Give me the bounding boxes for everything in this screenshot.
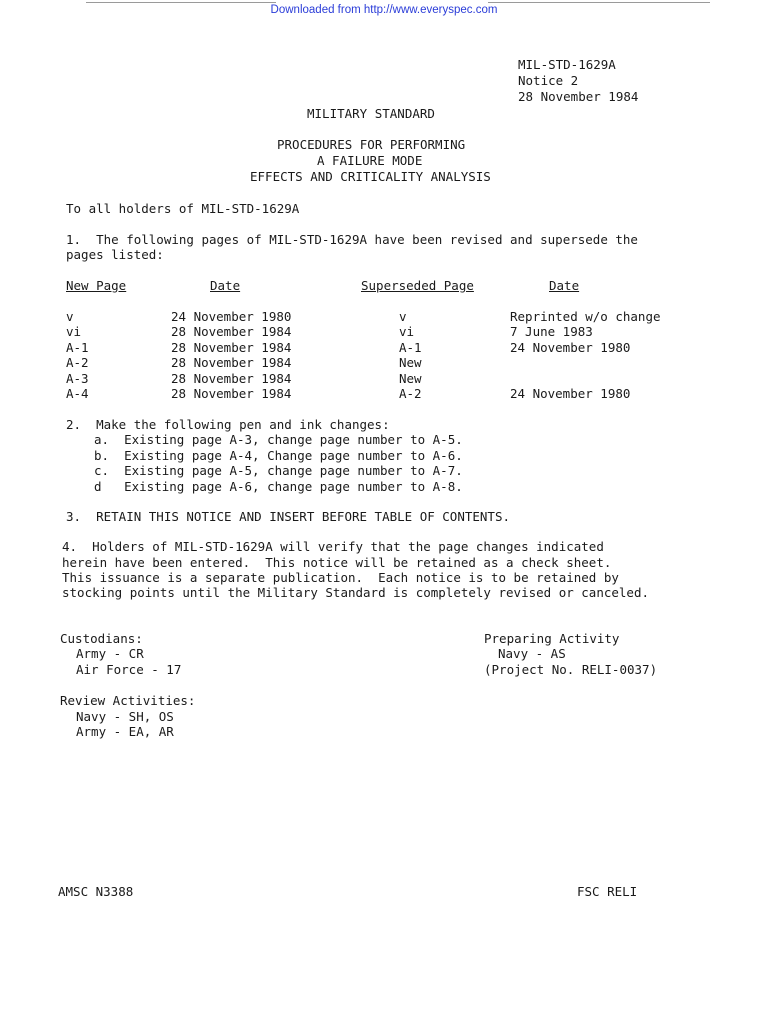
paragraph-2-item-b: b. Existing page A-4, Change page number to A-6.: [94, 448, 463, 463]
date-cell: 28 November 1984: [171, 386, 292, 401]
date-cell: 28 November 1984: [171, 371, 292, 386]
custodian-army: Army - CR: [76, 646, 144, 661]
paragraph-2-intro: 2. Make the following pen and ink changes:: [66, 417, 390, 432]
preparing-activity-heading: Preparing Activity: [484, 631, 620, 646]
superseded-page-cell: A-1: [399, 340, 422, 355]
paragraph-2-item-c: c. Existing page A-5, change page number to A-7.: [94, 463, 463, 478]
superseded-page-cell: v: [399, 309, 407, 324]
title-line-2: A FAILURE MODE: [317, 153, 423, 168]
amsc-number: AMSC N3388: [58, 884, 134, 899]
fsc-code: FSC RELI: [577, 884, 638, 899]
superseded-page-cell: New: [399, 355, 422, 370]
notice-number: Notice 2: [518, 73, 579, 88]
table-row: [66, 371, 706, 387]
paragraph-4-line-4: stocking points until the Military Standard is completely revised or canceled.: [62, 585, 649, 600]
paragraph-2-item-a: a. Existing page A-3, change page number to A-5.: [94, 432, 463, 447]
date-cell: 28 November 1984: [171, 355, 292, 370]
superseded-date-cell: 7 June 1983: [510, 324, 593, 339]
table-row: [66, 324, 706, 340]
custodians-heading: Custodians:: [60, 631, 143, 646]
document-id: MIL-STD-1629A: [518, 57, 616, 72]
project-number: (Project No. RELI-0037): [484, 662, 658, 677]
download-source-link[interactable]: Downloaded from http://www.everyspec.com: [270, 4, 498, 16]
standard-heading: MILITARY STANDARD: [307, 106, 435, 121]
title-line-1: PROCEDURES FOR PERFORMING: [277, 137, 466, 152]
paragraph-4-line-2: herein have been entered. This notice will be retained as a check sheet.: [62, 555, 612, 570]
new-page-cell: A-4: [66, 386, 89, 401]
preparing-activity-navy: Navy - AS: [498, 646, 566, 661]
date-cell: 24 November 1980: [171, 309, 292, 324]
new-page-cell: A-2: [66, 355, 89, 370]
table-row: [66, 309, 706, 325]
salutation: To all holders of MIL-STD-1629A: [66, 201, 300, 216]
header-superseded-page: Superseded Page: [361, 278, 474, 293]
table-header: [66, 278, 706, 294]
review-navy: Navy - SH, OS: [76, 709, 174, 724]
title-line-3: EFFECTS AND CRITICALITY ANALYSIS: [250, 169, 491, 184]
new-page-cell: v: [66, 309, 74, 324]
new-page-cell: vi: [66, 324, 82, 339]
paragraph-1-line-1: 1. The following pages of MIL-STD-1629A have been revised and supersede the: [66, 232, 638, 247]
custodian-air-force: Air Force - 17: [76, 662, 182, 677]
date-cell: 28 November 1984: [171, 340, 292, 355]
header-new-page: New Page: [66, 278, 127, 293]
superseded-date-cell: 24 November 1980: [510, 340, 631, 355]
notice-date: 28 November 1984: [518, 89, 639, 104]
review-activities-heading: Review Activities:: [60, 693, 196, 708]
table-row: [66, 355, 706, 371]
new-page-cell: A-1: [66, 340, 89, 355]
paragraph-1-line-2: pages listed:: [66, 247, 164, 262]
table-row: [66, 386, 706, 402]
superseded-date-cell: Reprinted w/o change: [510, 309, 661, 324]
superseded-date-cell: 24 November 1980: [510, 386, 631, 401]
paragraph-4-line-3: This issuance is a separate publication. Each notice is to be retained by: [62, 570, 619, 585]
superseded-page-cell: A-2: [399, 386, 422, 401]
table-row: [66, 340, 706, 356]
date-cell: 28 November 1984: [171, 324, 292, 339]
superseded-page-cell: New: [399, 371, 422, 386]
header-superseded-date: Date: [549, 278, 580, 293]
new-page-cell: A-3: [66, 371, 89, 386]
review-army: Army - EA, AR: [76, 724, 174, 739]
paragraph-4-line-1: 4. Holders of MIL-STD-1629A will verify that the page changes indicated: [62, 539, 604, 554]
superseded-page-cell: vi: [399, 324, 415, 339]
paragraph-3: 3. RETAIN THIS NOTICE AND INSERT BEFORE TABLE OF CONTENTS.: [66, 509, 511, 524]
header-date: Date: [210, 278, 241, 293]
paragraph-2-item-d: d Existing page A-6, change page number to A-8.: [94, 479, 463, 494]
